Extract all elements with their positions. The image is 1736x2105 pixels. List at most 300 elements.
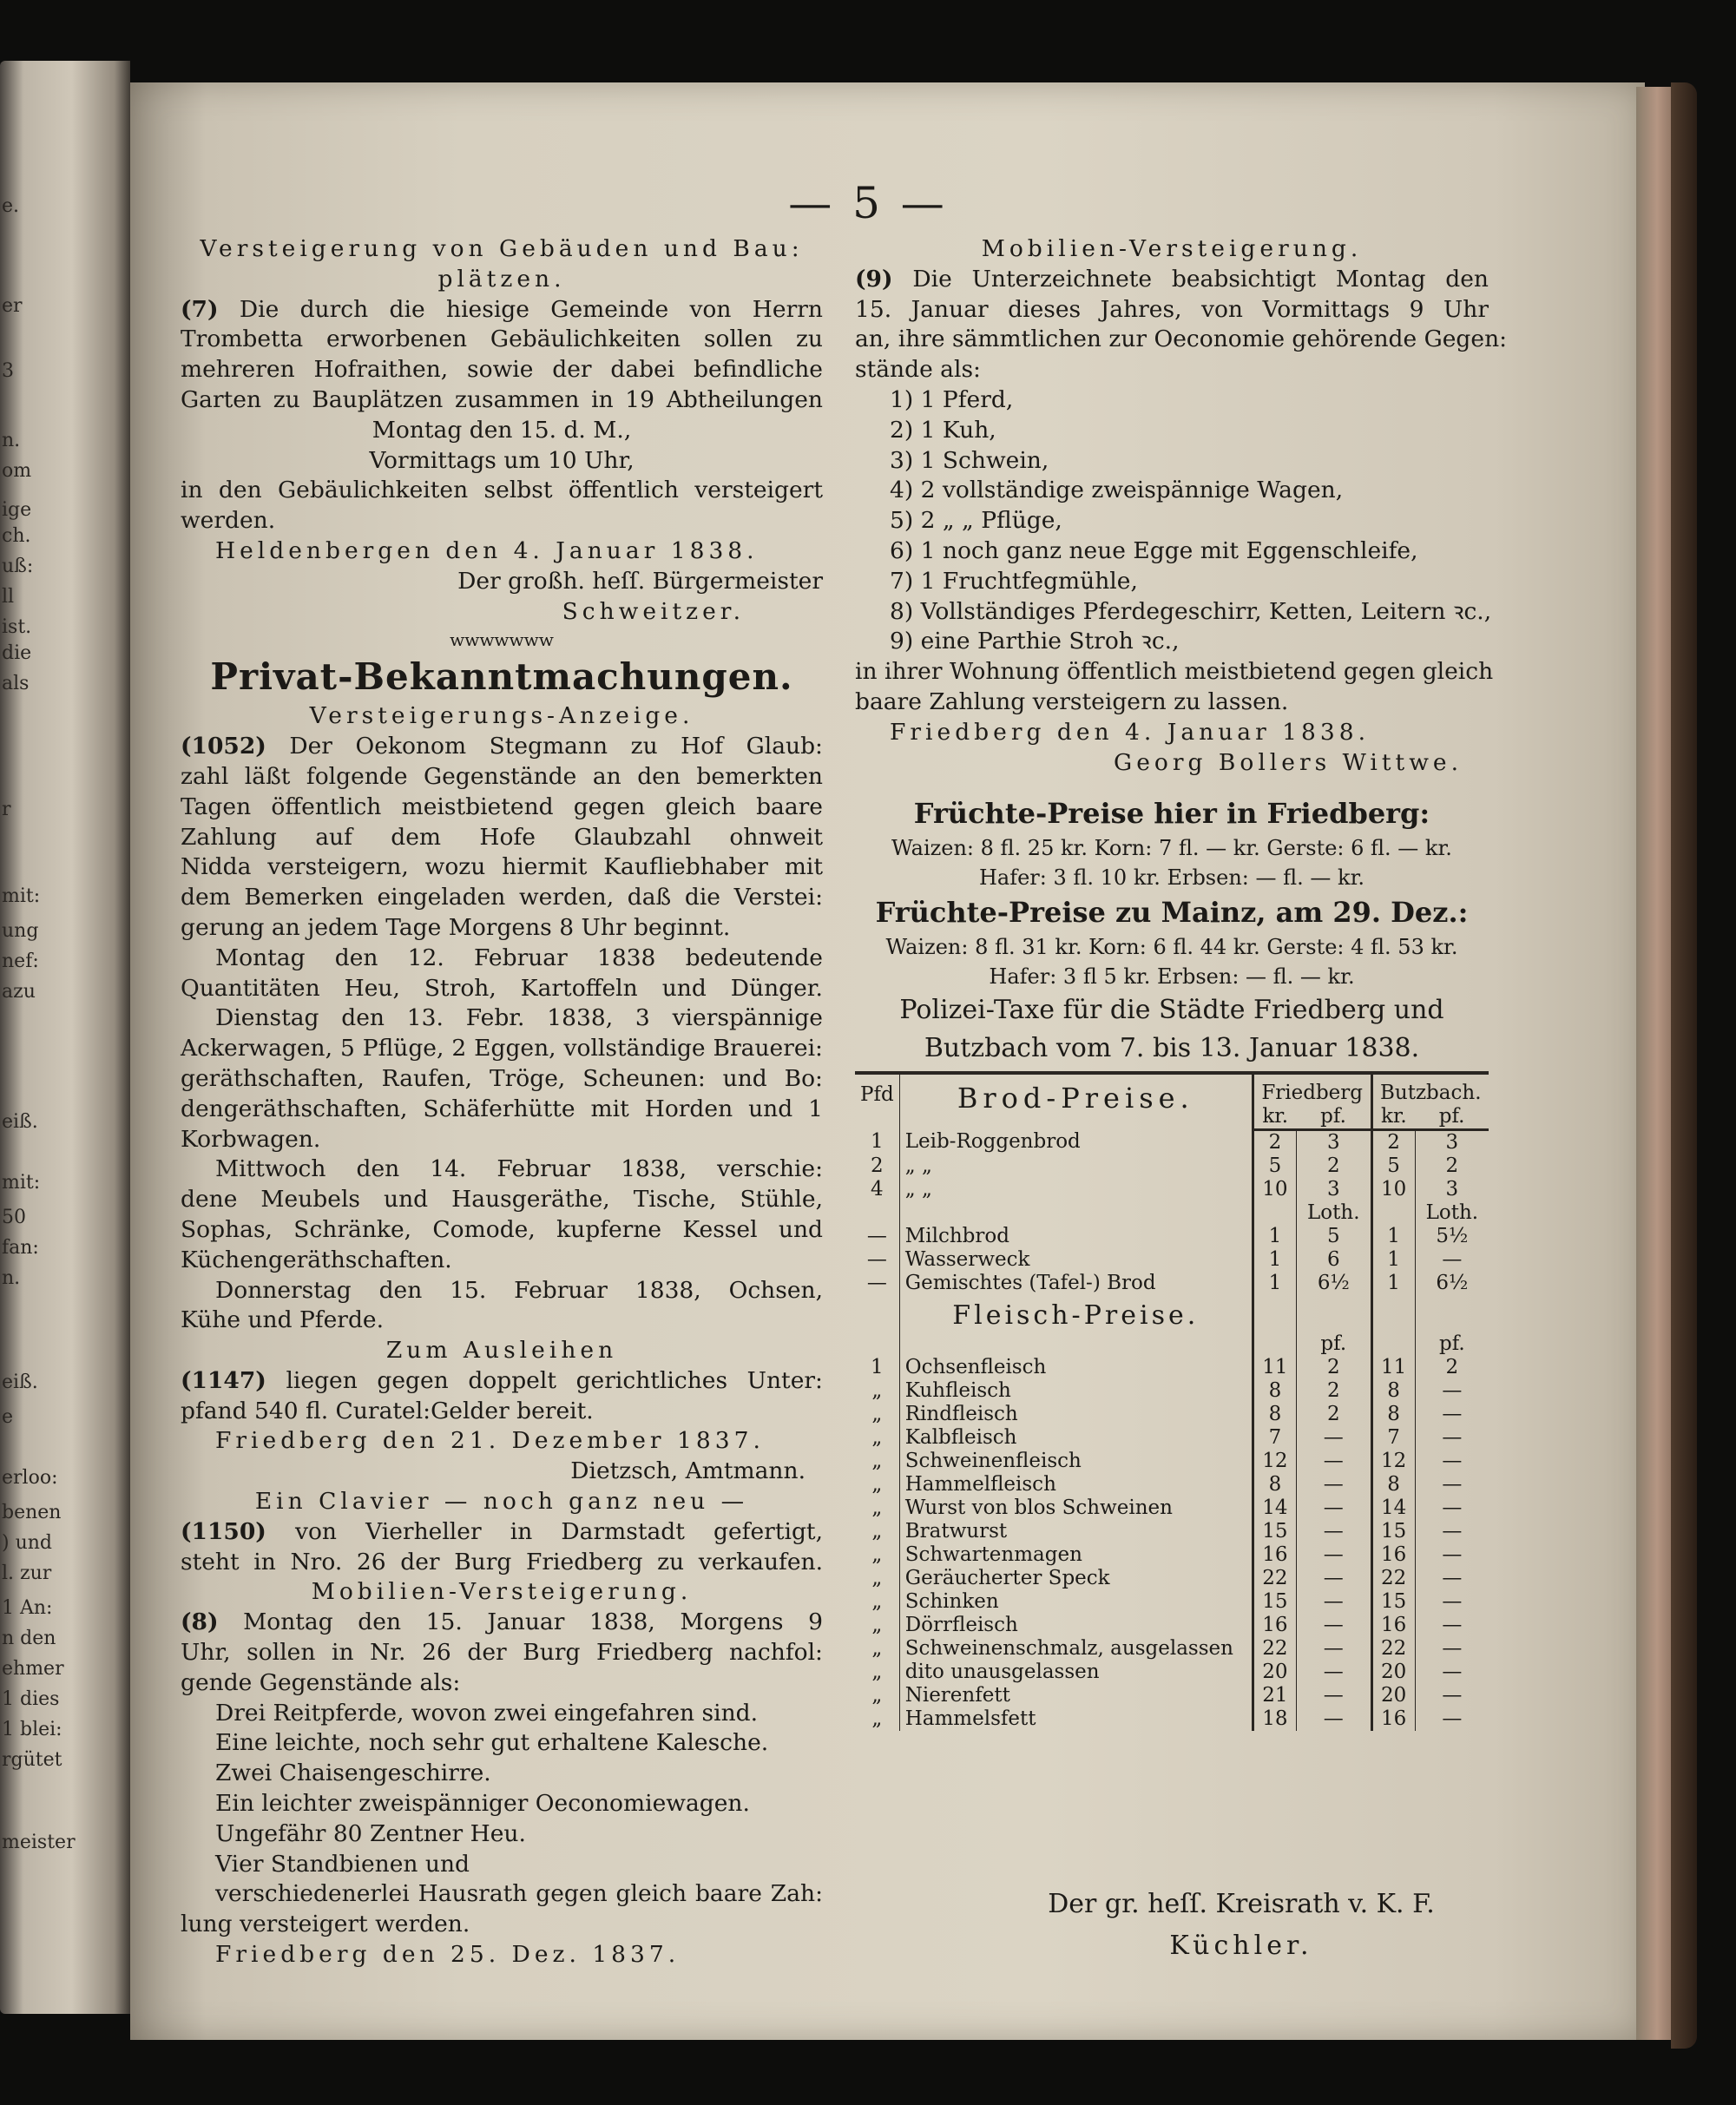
cell-bk: 22	[1371, 1567, 1415, 1590]
notice-mobilien-9	[855, 234, 1508, 778]
pf-label: pf.	[1297, 1332, 1371, 1356]
place-date: Heldenbergen den 4. Januar 1838.	[215, 536, 759, 564]
notice-number: (1052)	[181, 733, 266, 760]
margin-fragment: 3	[2, 360, 14, 382]
cell-name: Schinken	[899, 1590, 1253, 1614]
pf-label: pf.	[1415, 1332, 1489, 1356]
text-line: Montag den 15. Januar 1838, Morgens 9	[243, 1608, 823, 1636]
notice-heading: Versteigerung von Gebäuden und Bau:	[200, 235, 804, 262]
text-line: Küchengeräthschaften.	[181, 1246, 452, 1273]
cell-fp: 6	[1297, 1248, 1371, 1272]
notice-mobilien-8	[181, 1577, 823, 1970]
cell-name: Rindfleisch	[899, 1403, 1253, 1426]
prices-line: Hafer: 3 fl 5 kr. Erbsen: — fl. — kr.	[989, 964, 1355, 990]
notice-clavier	[181, 1487, 823, 1577]
cell-name: Nierenfett	[899, 1684, 1253, 1707]
cell-bp: —	[1415, 1567, 1489, 1590]
text-line	[181, 1517, 823, 1548]
text-line: dene Meubels und Hausgeräthe, Tische, Stühle,	[181, 1186, 823, 1214]
police-tax-heading: Polizei-Taxe für die Städte Friedberg und	[899, 995, 1444, 1026]
text-line: Korbwagen.	[181, 1125, 321, 1153]
cell-name: Gemischtes (Tafel-) Brod	[899, 1272, 1253, 1295]
cell-bp: 3	[1415, 1130, 1489, 1155]
cell-fk: 5	[1253, 1154, 1296, 1178]
spacer	[855, 778, 1489, 793]
margin-fragment: eiß.	[2, 1372, 38, 1393]
cell-bk: 22	[1371, 1637, 1415, 1661]
text-line: Sophas, Schränke, Comode, kupferne Kessel und	[181, 1215, 823, 1243]
text-line: an, ihre sämmtlichen zur Oeconomie gehörende Gegen:	[855, 326, 1508, 353]
text-line	[855, 265, 1489, 295]
text-line	[181, 295, 823, 326]
margin-fragment: 1 dies	[2, 1688, 60, 1710]
cell-name: dito unausgelassen	[899, 1661, 1253, 1684]
cell-bk: 12	[1371, 1450, 1415, 1473]
margin-fragment: nef:	[2, 951, 39, 972]
cell-fk: 18	[1253, 1707, 1296, 1731]
police-tax-heading: Butzbach vom 7. bis 13. Januar 1838.	[924, 1033, 1420, 1064]
margin-fragment: e.	[2, 195, 20, 217]
table-row	[855, 1379, 1489, 1403]
margin-fragment: n.	[2, 1267, 21, 1289]
table-row	[855, 1272, 1489, 1295]
margin-fragment: eiß.	[2, 1111, 38, 1133]
cell	[855, 1295, 899, 1332]
margin-fragment: ll	[2, 586, 15, 608]
text-line: Tagen öffentlich meistbietend gegen gleich baare	[181, 793, 823, 820]
cell-bp: —	[1415, 1426, 1489, 1450]
list-item: 7) 1 Fruchtfegmühle,	[890, 567, 1138, 595]
list-item: Ungefähr 80 Zentner Heu.	[215, 1819, 526, 1847]
cell	[855, 1332, 899, 1356]
text-line: pfand 540 fl. Curatel:Gelder bereit.	[181, 1397, 594, 1424]
cell-pfd: „	[871, 1661, 883, 1684]
table-row	[855, 1473, 1489, 1497]
notice-heading: Mobilien-Versteigerung.	[981, 235, 1363, 262]
cell-fk: 20	[1253, 1661, 1296, 1684]
cell-fk: 1	[1253, 1248, 1296, 1272]
margin-fragment: 1 blei:	[2, 1719, 62, 1740]
list-item: Vier Standbienen und	[215, 1850, 470, 1878]
cell-bk: 16	[1371, 1707, 1415, 1731]
cell	[1253, 1201, 1296, 1225]
notice-versteigerung	[181, 701, 823, 1336]
cell-fk: 22	[1253, 1567, 1296, 1590]
text-line: Trombetta erworbenen Gebäulichkeiten sollen zu	[181, 326, 823, 353]
text-line: Uhr, sollen in Nr. 26 der Burg Friedberg nachfol:	[181, 1639, 823, 1667]
table-row	[855, 1684, 1489, 1707]
prices-line: Waizen: 8 fl. 25 kr. Korn: 7 fl. — kr. Gerste: 6 fl. — kr.	[891, 836, 1452, 861]
list-item: Ein leichter zweispänniger Oeconomiewagen.	[215, 1790, 750, 1818]
margin-fragment: uß:	[2, 556, 34, 577]
cell-fp: 3	[1297, 1178, 1371, 1201]
text-line: mehreren Hofraithen, sowie der dabei befindliche	[181, 356, 823, 384]
cell	[1371, 1201, 1415, 1225]
cell-fp: 2	[1297, 1154, 1371, 1178]
table-row	[855, 1450, 1489, 1473]
text-line: lung versteigert werden.	[181, 1911, 470, 1938]
cell-fk: 1	[1253, 1225, 1296, 1248]
margin-fragment: om	[2, 460, 32, 482]
notice-number: (8)	[181, 1608, 219, 1636]
signature-name: Georg Bollers Wittwe.	[1114, 748, 1463, 776]
text-line: Kühe und Pferde.	[181, 1306, 385, 1334]
table-row	[855, 1225, 1489, 1248]
cell-fk: 22	[1253, 1637, 1296, 1661]
butzbach-header: Butzbach.	[1371, 1073, 1489, 1105]
margin-fragment: ch.	[2, 525, 31, 547]
margin-fragment: r	[2, 799, 11, 820]
margin-fragment: ehmer	[2, 1658, 64, 1680]
cell-name: Leib-Roggenbrod	[899, 1130, 1253, 1155]
cell-bp: —	[1415, 1590, 1489, 1614]
cell-bp: —	[1415, 1684, 1489, 1707]
kr-header: kr.	[1253, 1105, 1296, 1130]
kr-header: kr.	[1371, 1105, 1415, 1130]
list-item: Zwei Chaisengeschirre.	[215, 1760, 491, 1787]
cell-bp: —	[1415, 1248, 1489, 1272]
fleisch-header	[855, 1295, 1489, 1356]
cell-fk: 7	[1253, 1426, 1296, 1450]
cell-bp: —	[1415, 1637, 1489, 1661]
table-row	[855, 1178, 1489, 1201]
cell-bp: —	[1415, 1450, 1489, 1473]
margin-fragment: e	[2, 1406, 14, 1428]
cell-name: Bratwurst	[899, 1520, 1253, 1543]
table-row	[855, 1154, 1489, 1178]
cell-fp: —	[1297, 1426, 1371, 1450]
cell-fp: —	[1297, 1707, 1371, 1731]
cell-bk: 15	[1371, 1590, 1415, 1614]
cell-fp: 5	[1297, 1225, 1371, 1248]
notice-heading: Versteigerungs-Anzeige.	[309, 702, 694, 730]
notice-heading: Ein Clavier — noch ganz neu —	[254, 1488, 749, 1516]
cell-pfd: „	[871, 1637, 883, 1661]
cell-name: „ „	[899, 1154, 1253, 1178]
cell-bk: 7	[1371, 1426, 1415, 1450]
ornament-divider: wwwwwww	[450, 629, 554, 651]
margin-fragment: ung	[2, 920, 39, 942]
prices-line: Waizen: 8 fl. 31 kr. Korn: 6 fl. 44 kr. Gerste: 4 fl. 53 kr.	[885, 935, 1458, 960]
text-line: steht in Nro. 26 der Burg Friedberg zu verkaufen.	[181, 1548, 823, 1575]
list-item: Drei Reitpferde, wovon zwei eingefahren sind.	[215, 1699, 759, 1727]
cell-bp: —	[1415, 1543, 1489, 1567]
signoff	[990, 1884, 1493, 1967]
text-line: verschiedenerlei Hausrath gegen gleich baare Zah:	[215, 1880, 823, 1908]
list-item: 9) eine Parthie Stroh ꝛc.,	[890, 628, 1180, 655]
list-item: 4) 2 vollständige zweispännige Wagen,	[890, 477, 1344, 504]
margin-fragment: fan:	[2, 1237, 39, 1259]
cell-name: Geräucherter Speck	[899, 1567, 1253, 1590]
cell	[855, 1201, 899, 1225]
cell-fk: 8	[1253, 1473, 1296, 1497]
cell-bp: 6½	[1415, 1272, 1489, 1295]
cell-fp: 6½	[1297, 1272, 1371, 1295]
list-item: 2) 1 Kuh,	[890, 416, 996, 444]
cell-fp: 2	[1297, 1356, 1371, 1379]
cell-fk: 2	[1253, 1130, 1296, 1155]
cell-bk: 16	[1371, 1614, 1415, 1637]
margin-fragment: erloo:	[2, 1467, 58, 1489]
cell-fp: —	[1297, 1450, 1371, 1473]
cell-fp: —	[1297, 1637, 1371, 1661]
fleisch-rows	[855, 1356, 1489, 1731]
text-line: 15. Januar dieses Jahres, von Vormittags 9 Uhr	[855, 295, 1489, 323]
cell-bp: 3	[1415, 1178, 1489, 1201]
text-line: Quantitäten Heu, Stroh, Kartoffeln und Dünger.	[181, 974, 823, 1002]
cell-pfd: —	[866, 1272, 887, 1295]
text-line: werden.	[181, 507, 276, 535]
table-row	[855, 1590, 1489, 1614]
notice-heading: Zum Ausleihen	[385, 1337, 618, 1365]
cell-fp: 2	[1297, 1379, 1371, 1403]
text-line	[181, 1366, 823, 1397]
cell-pfd: „	[871, 1684, 883, 1707]
text-line: Donnerstag den 15. Februar 1838, Ochsen,	[215, 1276, 823, 1304]
cell-fp: —	[1297, 1543, 1371, 1567]
cell-fp: —	[1297, 1614, 1371, 1637]
table-row	[855, 1248, 1489, 1272]
cell-bk: 15	[1371, 1520, 1415, 1543]
table-row	[855, 1520, 1489, 1543]
notice-ausleihen	[181, 1336, 823, 1487]
notice-heading: Mobilien-Versteigerung.	[311, 1578, 693, 1606]
notice-heading: plätzen.	[437, 265, 566, 293]
cell	[1371, 1332, 1415, 1356]
cell-bp: 5½	[1415, 1225, 1489, 1248]
cell-bk: 10	[1371, 1178, 1415, 1201]
table-row	[855, 1707, 1489, 1731]
cell-name: Schweinenfleisch	[899, 1450, 1253, 1473]
signature-title: Der großh. heſſ. Bürgermeister	[457, 567, 823, 595]
cell-pfd: „	[871, 1426, 883, 1450]
margin-fragment: ist.	[2, 616, 32, 638]
cell-pfd: 1	[871, 1129, 884, 1153]
cell-name: Wasserweck	[899, 1248, 1253, 1272]
text-line: Der Oekonom Stegmann zu Hof Glaub:	[289, 733, 823, 760]
margin-fragment: rgütet	[2, 1749, 62, 1771]
table-row	[855, 1356, 1489, 1379]
item-list	[855, 385, 1492, 657]
cell-fp: —	[1297, 1567, 1371, 1590]
list-item: 5) 2 „ „ Pflüge,	[890, 507, 1062, 535]
text-line: dengeräthschaften, Schäferhütte mit Horden und 1	[181, 1095, 823, 1122]
col-pfd-header: Pfd	[855, 1073, 899, 1130]
cell-bk: 20	[1371, 1661, 1415, 1684]
cell-pfd: „	[871, 1379, 883, 1403]
margin-fragment: n.	[2, 430, 21, 451]
cell-pfd: „	[871, 1543, 883, 1567]
cell-fk: 16	[1253, 1614, 1296, 1637]
signoff-title: Der gr. heſſ. Kreisrath v. K. F.	[1048, 1889, 1435, 1919]
margin-fragment: 50	[2, 1207, 26, 1228]
cell-name: Schweinenschmalz, ausgelassen	[899, 1637, 1253, 1661]
signoff-name: Küchler.	[1169, 1931, 1313, 1961]
place-date: Friedberg den 25. Dez. 1837.	[215, 1941, 681, 1969]
notice-number: (7)	[181, 295, 219, 323]
cell-fp: —	[1297, 1473, 1371, 1497]
cell-bk: 16	[1371, 1543, 1415, 1567]
margin-fragment: meister	[2, 1832, 76, 1853]
signature-name: Schweitzer.	[562, 597, 745, 625]
cell	[1297, 1295, 1371, 1332]
margin-fragment: ige	[2, 499, 32, 521]
price-table	[855, 1071, 1489, 1731]
cell-fk: 11	[1253, 1356, 1296, 1379]
cell-fk: 8	[1253, 1379, 1296, 1403]
loth-label: Loth.	[1297, 1201, 1371, 1225]
cell-bk: 11	[1371, 1356, 1415, 1379]
cell-bp: 2	[1415, 1154, 1489, 1178]
cell-bk: 5	[1371, 1154, 1415, 1178]
place-date: Friedberg den 21. Dezember 1837.	[215, 1427, 765, 1455]
cell-bp: —	[1415, 1403, 1489, 1426]
text-line: gende Gegenstände als:	[181, 1668, 461, 1696]
margin-fragment: die	[2, 642, 32, 664]
text-line: in den Gebäulichkeiten selbst öffentlich versteigert	[181, 477, 823, 504]
cell-name: Wurst von blos Schweinen	[899, 1497, 1253, 1520]
notice-number: (1150)	[181, 1517, 266, 1545]
notice-number: (1147)	[181, 1366, 266, 1394]
cell-bk: 1	[1371, 1272, 1415, 1295]
margin-fragment: 1 An:	[2, 1597, 53, 1619]
cell-pfd: 1	[871, 1356, 884, 1379]
cell-fk: 14	[1253, 1497, 1296, 1520]
text-line: baare Zahlung versteigern zu lassen.	[855, 687, 1289, 715]
left-column	[181, 234, 823, 1970]
prices-line: Hafer: 3 fl. 10 kr. Erbsen: — fl. — kr.	[978, 865, 1365, 891]
text-line: Mittwoch den 14. Februar 1838, verschie:	[215, 1155, 823, 1183]
cell	[1371, 1295, 1415, 1332]
cell-bk: 8	[1371, 1379, 1415, 1403]
cell-bk: 8	[1371, 1403, 1415, 1426]
cell-pfd: „	[871, 1520, 883, 1543]
loth-rows	[855, 1225, 1489, 1295]
cell-bp: —	[1415, 1707, 1489, 1731]
table-row	[855, 1661, 1489, 1684]
text-line: Die Unterzeichnete beabsichtigt Montag den	[912, 265, 1489, 293]
text-line: gerung an jedem Tage Morgens 8 Uhr beginnt.	[181, 913, 731, 941]
signature-name: Dietzsch, Amtmann.	[570, 1457, 806, 1485]
loth-header-row	[855, 1201, 1489, 1225]
cell-fk: 12	[1253, 1450, 1296, 1473]
brod-rows	[855, 1130, 1489, 1202]
margin-fragment: er	[2, 295, 23, 317]
text-line: Dienstag den 13. Febr. 1838, 3 vierspännige	[215, 1004, 823, 1032]
text-line: Ackerwagen, 5 Pflüge, 2 Eggen, vollständige Brauerei:	[181, 1035, 823, 1062]
fleisch-preise-header: Fleisch-Preise.	[899, 1295, 1253, 1332]
table-row	[855, 1567, 1489, 1590]
cell-fk: 10	[1253, 1178, 1296, 1201]
cell-fk: 15	[1253, 1590, 1296, 1614]
cell-bp: —	[1415, 1520, 1489, 1543]
place-date: Friedberg den 4. Januar 1838.	[890, 718, 1371, 746]
cell	[899, 1201, 1253, 1225]
cell-bp: —	[1415, 1473, 1489, 1497]
cell-bp: —	[1415, 1614, 1489, 1637]
list-item: 3) 1 Schwein,	[890, 446, 1049, 474]
list-item: 8) Vollständiges Pferdegeschirr, Ketten, Leitern ꝛc.,	[890, 597, 1492, 625]
cell-name: Ochsenfleisch	[899, 1356, 1253, 1379]
table-row	[855, 1614, 1489, 1637]
table-row	[855, 1130, 1489, 1155]
cell-pfd: „	[871, 1450, 883, 1473]
prices-heading-mainz: Früchte-Preise zu Mainz, am 29. Dez.:	[875, 896, 1469, 930]
text-line	[181, 1608, 823, 1638]
cell-name: Kuhfleisch	[899, 1379, 1253, 1403]
list-item: Eine leichte, noch sehr gut erhaltene Kalesche.	[215, 1729, 769, 1757]
cell-name: „ „	[899, 1178, 1253, 1201]
table-row	[855, 1426, 1489, 1450]
cell-bp: 2	[1415, 1356, 1489, 1379]
list-item: 1) 1 Pferd,	[890, 385, 1014, 413]
book-cover-edge	[1671, 82, 1697, 2049]
cell	[1253, 1332, 1296, 1356]
margin-fragment: ) und	[2, 1532, 52, 1554]
cell-bp: —	[1415, 1661, 1489, 1684]
cell-fp: —	[1297, 1661, 1371, 1684]
cell-name: Schwartenmagen	[899, 1543, 1253, 1567]
cell-fp: 2	[1297, 1403, 1371, 1426]
cell-fp: —	[1297, 1520, 1371, 1543]
cell-pfd: 4	[871, 1178, 884, 1201]
text-line: Vormittags um 10 Uhr,	[369, 446, 635, 474]
cell-fk: 21	[1253, 1684, 1296, 1707]
brod-preise-header: Brod-Preise.	[899, 1073, 1253, 1130]
text-line: Zahlung auf dem Hofe Glaubzahl ohnweit	[181, 823, 823, 851]
cell-bk: 8	[1371, 1473, 1415, 1497]
cell-pfd: —	[866, 1248, 887, 1272]
pf-header: pf.	[1297, 1105, 1371, 1130]
text-line: Nidda versteigern, wozu hiermit Kaufliebhaber mit	[181, 853, 823, 881]
text-line: in ihrer Wohnung öffentlich meistbietend gegen gleich	[855, 658, 1494, 686]
page-number: — 5 —	[788, 178, 948, 228]
loth-label: Loth.	[1415, 1201, 1489, 1225]
cell-pfd: „	[871, 1590, 883, 1614]
text-line: Garten zu Bauplätzen zusammen in 19 Abtheilungen	[181, 385, 823, 413]
table-row	[855, 1543, 1489, 1567]
right-column	[855, 234, 1508, 1731]
cell-pfd: „	[871, 1567, 883, 1590]
margin-fragment: l. zur	[2, 1562, 52, 1584]
cell-bk: 2	[1371, 1130, 1415, 1155]
prices-heading-friedberg: Früchte-Preise hier in Friedberg:	[913, 797, 1430, 831]
margin-fragment: mit:	[2, 885, 41, 907]
text-line: Montag den 12. Februar 1838 bedeutende	[215, 944, 823, 971]
cell-fk: 8	[1253, 1403, 1296, 1426]
text-line: liegen gegen doppelt gerichtliches Unter:	[286, 1366, 823, 1394]
cell-name: Milchbrod	[899, 1225, 1253, 1248]
cell-bp: —	[1415, 1497, 1489, 1520]
text-line: von Vierheller in Darmstadt gefertigt,	[294, 1517, 823, 1545]
cell-fp: —	[1297, 1590, 1371, 1614]
cell-bk: 14	[1371, 1497, 1415, 1520]
cell-name: Kalbfleisch	[899, 1426, 1253, 1450]
text-line: dem Bemerken eingeladen werden, daß die Verstei:	[181, 884, 823, 911]
text-line: Die durch die hiesige Gemeinde von Herrn	[239, 295, 823, 323]
pf-header: pf.	[1415, 1105, 1489, 1130]
margin-fragment: benen	[2, 1502, 62, 1523]
list-item: 6) 1 noch ganz neue Egge mit Eggenschleife,	[890, 536, 1418, 564]
table-row	[855, 1637, 1489, 1661]
text-line: zahl läßt folgende Gegenstände an den bemerkten	[181, 762, 823, 790]
text-line	[181, 732, 823, 762]
cell-name: Hammelfleisch	[899, 1473, 1253, 1497]
margin-fragment: n den	[2, 1628, 56, 1649]
friedberg-header: Friedberg	[1253, 1073, 1371, 1105]
notice-gebaeude	[181, 234, 823, 627]
cell	[1253, 1295, 1296, 1332]
